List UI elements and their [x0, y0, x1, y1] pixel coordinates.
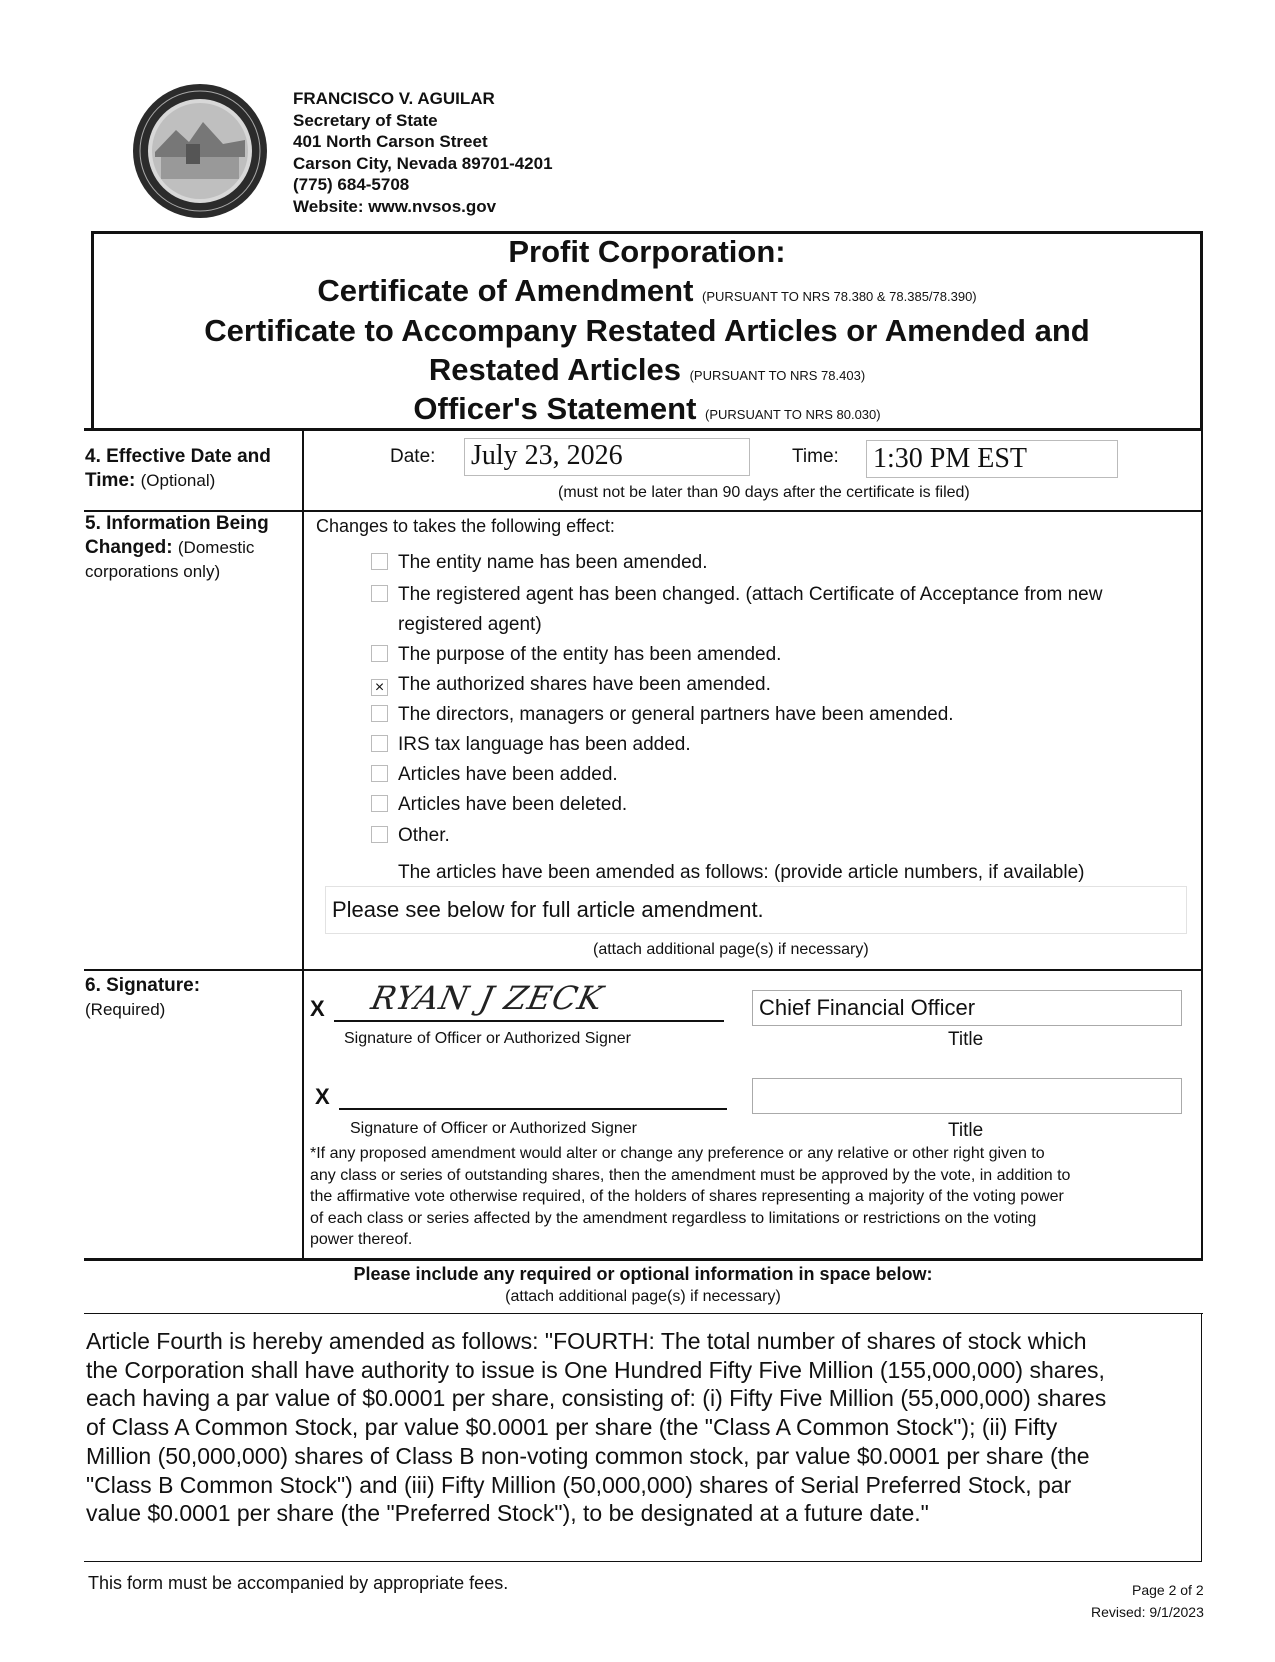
option-registered-agent[interactable] [371, 584, 1102, 606]
form-title-line1: Profit Corporation: [508, 234, 786, 269]
website: Website: www.nvsos.gov [293, 196, 497, 216]
divider [1201, 429, 1203, 1261]
attach-pages-note: (attach additional page(s) if necessary) [593, 941, 869, 958]
form-title-line5 [94, 391, 1200, 427]
option-label: IRS tax language has been added. [398, 734, 691, 755]
title-caption-2: Title [948, 1120, 984, 1141]
form-title-line3: Certificate to Accompany Restated Articles or Amended and [204, 313, 1090, 348]
form-title-line4 [94, 352, 1200, 388]
effective-time-field[interactable]: 1:30 PM EST [866, 440, 1118, 478]
article-line: the Corporation shall have authority to issue is One Hundred Fifty Five Million (155,000,000) shares, [86, 1356, 1105, 1383]
page-number: Page 2 of 2 [1132, 1582, 1204, 1598]
option-label: The authorized shares have been amended. [398, 674, 771, 695]
option-label: Articles have been added. [398, 764, 618, 785]
section5-label-line2 [85, 536, 269, 560]
changes-intro: Changes to takes the following effect: [316, 516, 615, 536]
agency-address-block [293, 88, 553, 217]
officers-statement: Officer's Statement [413, 391, 697, 426]
domestic-note: (Domestic [177, 538, 255, 557]
city-state-zip: Carson City, Nevada 89701-4201 [293, 153, 553, 173]
additional-info-text[interactable] [86, 1327, 1106, 1528]
additional-info-heading: Please include any required or optional information in space below: [353, 1264, 933, 1284]
option-label: The directors, managers or general partners have been amended. [398, 704, 954, 725]
amendment-footnote [310, 1143, 1070, 1251]
option-purpose[interactable] [371, 644, 781, 666]
nrs-reference-2: (PURSUANT TO NRS 78.403) [689, 368, 866, 383]
corporations-only-note: corporations only) [85, 562, 221, 581]
section5-label-line1: 5. Information Being [85, 513, 269, 534]
option-label: Other. [398, 825, 450, 846]
checkbox[interactable] [371, 765, 388, 782]
checkbox[interactable]: × [371, 679, 388, 696]
option-label: The purpose of the entity has been amended. [398, 644, 782, 665]
article-line: each having a par value of $0.0001 per share, consisting of: (i) Fifty Five Million (55,000,000) shares [86, 1385, 1107, 1412]
nevada-state-seal-icon [131, 82, 269, 220]
optional-note: (Optional) [140, 471, 216, 490]
office-title: Secretary of State [293, 110, 438, 130]
nrs-reference-3: (PURSUANT TO NRS 80.030) [705, 407, 881, 422]
divider [84, 1561, 1202, 1562]
footnote-line: the affirmative vote otherwise required, of the holders of shares representing a majority of the voting power [310, 1188, 1064, 1205]
footnote-line: of each class or series affected by the amendment regardless to limitations or restrictions on the voting [310, 1209, 1037, 1227]
changed-label-strong: Changed: [85, 537, 173, 558]
option-authorized-shares[interactable] [371, 674, 771, 696]
title-field-1[interactable]: Chief Financial Officer [752, 990, 1182, 1026]
signature-caption-1: Signature of Officer or Authorized Signer [344, 1030, 631, 1047]
title-caption-1: Title [948, 1029, 984, 1050]
section6-label [85, 974, 200, 1022]
article-line: "Class B Common Stock") and (iii) Fifty Million (50,000,000) shares of Serial Preferred Stock, par [86, 1471, 1072, 1498]
divider [1201, 1313, 1202, 1561]
section4-label-line2 [85, 469, 271, 493]
form-title-line2 [94, 273, 1200, 309]
secretary-name: FRANCISCO V. AGUILAR [293, 89, 495, 108]
option-other[interactable] [371, 825, 450, 847]
required-note: (Required) [85, 1000, 166, 1019]
effective-date-field[interactable]: July 23, 2026 [464, 438, 750, 476]
title-field-2[interactable] [752, 1078, 1182, 1114]
divider [84, 1258, 1203, 1261]
revised-date: Revised: 9/1/2023 [1091, 1604, 1204, 1620]
article-line: value $0.0001 per share (the "Preferred Stock"), to be designated at a future date." [86, 1500, 929, 1527]
section5-label [85, 512, 269, 584]
form-title-box [91, 231, 1203, 429]
nrs-reference-1: (PURSUANT TO NRS 78.380 & 78.385/78.390) [702, 289, 977, 304]
phone-number: (775) 684-5708 [293, 175, 410, 194]
option-label: Articles have been deleted. [398, 794, 628, 815]
divider [84, 428, 1203, 431]
signature-line-2 [339, 1108, 727, 1110]
checkbox[interactable] [371, 705, 388, 722]
article-line: Million (50,000,000) shares of Class B non-voting common stock, par value $0.0001 per share (the [86, 1442, 1090, 1469]
restated-articles: Restated Articles [428, 352, 681, 387]
divider [302, 429, 304, 1261]
article-line: of Class A Common Stock, par value $0.0001 per share (the "Class A Common Stock"); (ii) Fifty [86, 1414, 1058, 1441]
fees-note: This form must be accompanied by appropriate fees. [88, 1573, 509, 1593]
x-mark-2: X [315, 1084, 330, 1109]
signature-1: RYAN J ZECK [367, 979, 608, 1017]
option-articles-deleted[interactable] [371, 794, 627, 816]
divider [84, 1313, 1203, 1314]
date-limit-note: (must not be later than 90 days after the certificate is filed) [558, 484, 970, 501]
option-articles-added[interactable] [371, 764, 618, 786]
checkbox[interactable] [371, 735, 388, 752]
option-irs-language[interactable] [371, 734, 691, 756]
option-label: The registered agent has been changed. (attach Certificate of Acceptance from new [398, 584, 1103, 605]
section6-label-line1: 6. Signature: [85, 975, 201, 996]
option-registered-agent-cont: registered agent) [398, 614, 542, 635]
certificate-of-amendment: Certificate of Amendment [317, 273, 694, 308]
amended-articles-label: The articles have been amended as follows: (provide article numbers, if available) [398, 862, 1085, 883]
footnote-line: *If any proposed amendment would alter or change any preference or any relative or other right given to [310, 1145, 1045, 1162]
footnote-line: any class or series of outstanding shares, then the amendment must be approved by the vote, in addition to [310, 1166, 1071, 1184]
amended-articles-field[interactable]: Please see below for full article amendment. [325, 886, 1187, 934]
checkbox[interactable] [371, 553, 388, 570]
section4-label [85, 445, 271, 493]
section4-label-line1: 4. Effective Date and [85, 446, 271, 467]
option-entity-name[interactable] [371, 552, 707, 574]
footnote-line: power thereof. [310, 1231, 413, 1248]
checkbox[interactable] [371, 795, 388, 812]
option-directors[interactable] [371, 704, 954, 726]
checkbox[interactable] [371, 585, 388, 602]
time-label: Time: [792, 446, 839, 467]
time-label-strong: Time: [85, 470, 136, 491]
street-address: 401 North Carson Street [293, 132, 488, 151]
signature-caption-2: Signature of Officer or Authorized Signer [350, 1120, 637, 1137]
signature-line-1 [334, 1020, 724, 1022]
article-line: Article Fourth is hereby amended as follows: "FOURTH: The total number of shares of stock which [86, 1328, 1087, 1354]
divider [84, 969, 1203, 971]
date-label: Date: [390, 446, 436, 467]
checkbox[interactable] [371, 645, 388, 662]
x-mark-1: X [310, 996, 325, 1021]
option-label: The entity name has been amended. [398, 552, 708, 573]
checkbox[interactable] [371, 826, 388, 843]
additional-info-sub: (attach additional page(s) if necessary) [505, 1288, 781, 1305]
